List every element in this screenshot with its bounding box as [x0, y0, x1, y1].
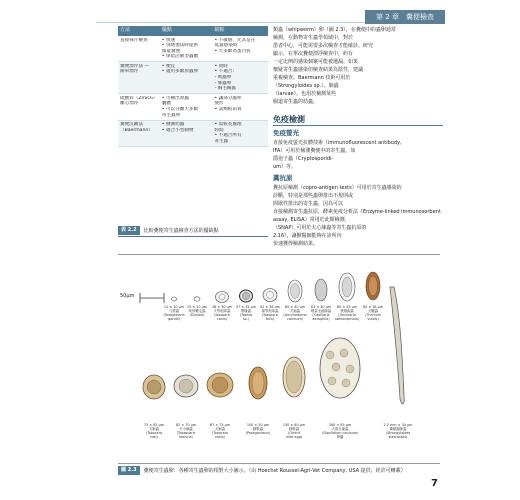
- cell-line: 囊體: [161, 101, 171, 107]
- egg-label-name: 犬複孔絛蟲: [331, 427, 349, 431]
- egg-label: [380, 423, 416, 439]
- cell-line: • 需較長處理: [214, 122, 242, 128]
- table-row: [118, 120, 268, 146]
- cell-line: • 可檢出原蟲: [161, 95, 189, 101]
- egg-label-size: 37 × 32 μm: [235, 305, 257, 309]
- table-caption-rule: [118, 236, 268, 237]
- cell-line: 糞便沉澱法: [120, 122, 143, 128]
- cell-line: 微量糞便: [161, 48, 181, 54]
- egg-label-latin: (Strongyloides: [385, 431, 411, 435]
- methods-table: [118, 26, 268, 147]
- method-cell-lines: [120, 38, 158, 44]
- egg-label-latin: (Paragonimus): [245, 431, 271, 435]
- egg-giardia: [194, 297, 200, 301]
- egg-label-latin2: vulpis): [367, 317, 379, 321]
- pros-cell: [160, 36, 213, 62]
- egg-label-latin: (Uncinaria: [338, 313, 356, 317]
- egg-isospora-canis: [216, 292, 229, 303]
- cons-cell-lines: [214, 122, 266, 144]
- cell-line: • 不敏感，尤其是在: [214, 37, 256, 43]
- egg-label-latin2: leonina): [179, 435, 193, 439]
- cell-line: 寄生蟲卵: [161, 112, 181, 118]
- egg-label: [355, 305, 391, 321]
- pros-cell: [160, 94, 213, 120]
- method-cell: [118, 62, 160, 94]
- egg-label-latin2: stercoralis): [388, 435, 408, 439]
- table-header-pros: 優點: [160, 26, 213, 36]
- ifa-line: 隱孢子蟲（Cryptosporidi-: [273, 156, 334, 162]
- pros-cell: [160, 62, 213, 94]
- cell-line: 寄生蟲: [214, 139, 229, 144]
- egg-label: [276, 423, 312, 439]
- subsection-title-copro: 糞抗原: [273, 174, 293, 182]
- egg-label-size: 63 × 30 μm: [310, 305, 332, 309]
- egg-label-name: 犬等孢球蟲: [213, 309, 231, 313]
- egg-label-size: 130 × 80 μm: [282, 423, 306, 427]
- method-cell: [118, 36, 160, 62]
- cell-line: 離心漂浮: [120, 101, 139, 107]
- egg-label: [322, 423, 358, 439]
- cell-line: • 大多數為蛋白質: [214, 48, 251, 54]
- egg-label-latin: (Capillaria: [312, 313, 330, 317]
- copro-line: 診斷，特別是那些蟲卵排出不規則或: [273, 193, 354, 199]
- pros-cell-lines: [162, 96, 211, 118]
- cell-line: • 可以分離大多數: [161, 107, 199, 113]
- egg-label-size: 80 × 45 μm: [336, 305, 358, 309]
- copro-line: 糞抗原檢測（copro-antigen tests）可用於寄生蟲感染的: [273, 185, 402, 191]
- cell-line: • 快速: [161, 37, 176, 43]
- egg-label-size: 60 × 40 μm: [284, 305, 306, 309]
- egg-label-latin: (Dipylidium caninum): [322, 431, 359, 435]
- egg-label-name: 糞類圓線蟲: [389, 427, 407, 431]
- cell-line: • 試劑較昂貴: [214, 107, 242, 113]
- table-caption-text: 比較糞便寄生蟲檢查方法的優缺點: [143, 228, 219, 234]
- egg-label-latin2: caninum): [287, 317, 303, 321]
- methods-table-wrap: [118, 26, 268, 147]
- cell-line: • 適合小型動物: [161, 127, 194, 133]
- egg-isospora-felis: [263, 289, 277, 302]
- egg-label-latin: (Orient: [288, 431, 300, 435]
- copro-line: 快速獲得檢測結果。: [273, 241, 319, 247]
- table-row: [118, 36, 268, 62]
- intro-line: 腸道寄生蟲的幼蟲。: [273, 99, 319, 105]
- cons-cell: [212, 36, 268, 62]
- method-cell-lines: [120, 122, 158, 133]
- egg-label-size: 87 × 75 μm: [209, 423, 231, 427]
- cell-line: 簡單漂浮: [120, 69, 139, 75]
- egg-label-latin2: sp.): [242, 317, 250, 321]
- egg-label-size: 82 × 70 μm: [175, 423, 197, 427]
- figure-caption: [118, 466, 406, 475]
- copro-line: assay, ELISA）常用於此類檢測，: [273, 217, 350, 223]
- ifa-line: IFA）可用於檢測糞便中的寄生蟲，如: [273, 148, 356, 154]
- pros-cell-lines: [162, 64, 211, 75]
- egg-label-size: 12 × 10 μm: [163, 305, 185, 309]
- cell-line: （Baermann）: [120, 127, 153, 133]
- cell-line: • 不適合所有: [214, 133, 242, 139]
- cell-line: • 費時: [214, 63, 228, 69]
- egg-label-latin: (Trichuris: [365, 313, 381, 317]
- cell-line: 糞便漂浮法 —: [120, 63, 150, 69]
- scale-label: 50μm: [120, 293, 135, 299]
- method-cell-lines: [120, 96, 158, 107]
- table-caption: [118, 226, 219, 235]
- egg-label-name: 犬小蛔蟲: [179, 427, 193, 431]
- cons-cell: [212, 94, 268, 120]
- pros-cell-lines: [162, 38, 211, 60]
- egg-label-latin2: gondii): [168, 317, 180, 321]
- cell-line: - 吸蟲卵: [214, 75, 232, 81]
- table-header-cons: 缺點: [212, 26, 268, 36]
- egg-label-size: 38 × 30 μm: [211, 305, 233, 309]
- egg-label: [168, 423, 204, 439]
- intro-text: [273, 26, 443, 106]
- cons-cell: [212, 62, 268, 94]
- egg-label-latin: (Ancylostoma: [283, 313, 307, 317]
- egg-label-latin: (Toxoplasma: [163, 313, 185, 317]
- cell-line: • 讓部分蟲卵: [214, 95, 242, 101]
- egg-label-name: 梨形鞭毛蟲: [188, 309, 206, 313]
- cell-line: - 胸毛線蟲: [214, 86, 236, 92]
- page-number: 7: [431, 478, 438, 489]
- egg-label-size: 160 × 85 μm: [328, 423, 352, 427]
- egg-label-latin2: felis): [265, 317, 275, 321]
- pros-cell-lines: [162, 122, 211, 133]
- cell-line: 硫酸鋅（ZnSO₄）: [120, 95, 158, 101]
- pros-cell: [160, 120, 213, 146]
- table-row: [118, 94, 268, 120]
- egg-figure: [118, 254, 440, 464]
- chapter-header: 第 2 章 糞便檢查: [365, 10, 445, 24]
- copro-line: （SNAP）可用於犬心絲蟲等寄生蟲抗原的: [273, 225, 367, 231]
- egg-label-latin: (Isospora: [262, 313, 278, 317]
- cell-line: • 保留活動型蟲體: [161, 54, 199, 60]
- egg-label-name: 犬鞭蟲: [367, 309, 379, 313]
- ifa-text: [273, 139, 443, 171]
- egg-label: [202, 423, 238, 439]
- intro-line: （larvae），也用於檢測某些: [273, 91, 337, 97]
- intro-line: 顯示，在單次糞便漂浮檢查中，約有: [273, 51, 354, 57]
- egg-label-name: 嗜氣毛細線蟲: [310, 309, 332, 313]
- egg-label-size: 80 × 38 μm: [362, 305, 384, 309]
- cons-cell-lines: [214, 96, 266, 113]
- ifa-line: 直接免疫螢光抗體技術（immunofluorescent antibody,: [273, 140, 402, 146]
- cell-line: 直接抹片檢查: [120, 37, 148, 43]
- egg-label-name: 犬蛔蟲: [148, 427, 160, 431]
- cell-line: • 便宜: [161, 63, 176, 69]
- cell-line: - 條蟲卵: [214, 80, 232, 86]
- cell-line: • 不適合：: [214, 69, 237, 75]
- method-cell: [118, 120, 160, 146]
- section-title-immuno: 免疫檢測: [273, 114, 443, 126]
- egg-label-size: 15 × 10 μm: [186, 305, 208, 309]
- cons-cell-lines: [214, 38, 266, 55]
- egg-label: [136, 423, 172, 439]
- intro-line: 患者中心，可能需要多次檢查才能確診。研究: [273, 43, 374, 49]
- intro-line: （Strongyloides sp.）、肺蟲: [273, 83, 339, 89]
- egg-label: [240, 423, 276, 435]
- intro-line: 類蟲（whipworm）卵（圖 2.3），在糞便中的蟲卵通常: [273, 27, 396, 33]
- egg-label-name: 狹頭鉤蟲: [340, 309, 354, 313]
- table-row: [118, 62, 268, 94]
- intro-line: 檢測，在動物寄生蟲學領域中，對於: [273, 35, 354, 41]
- cell-line: 變形: [214, 101, 224, 107]
- egg-label-name: 帶絛蟲: [240, 309, 252, 313]
- egg-label-latin2: stenocephala): [334, 317, 360, 321]
- cell-line: • 適用多數原蟲卵: [161, 69, 199, 75]
- egg-label-latin: (Isospora: [214, 313, 230, 317]
- egg-label-size: 75 × 85 μm: [143, 423, 165, 427]
- ifa-line: um）等。: [273, 164, 297, 170]
- egg-label-size: 2.2 mm × 34 μm: [383, 423, 413, 427]
- cell-line: 時間: [214, 127, 224, 133]
- egg-capillaria: [315, 279, 327, 301]
- egg-label-latin2: cati): [150, 435, 158, 439]
- cell-line: • 別無他法時提供: [161, 43, 199, 49]
- method-cell-lines: [120, 64, 158, 75]
- egg-label-name: 肺吸蟲: [288, 427, 300, 431]
- egg-label-latin2: canis): [216, 317, 228, 321]
- intro-line: 懷疑寄生蟲感染但檢查結果為陰性，建議: [273, 67, 364, 73]
- method-cell: [118, 94, 160, 120]
- egg-label-latin: (Toxascaris: [176, 431, 196, 435]
- egg-label-size: 100 × 50 μm: [246, 423, 270, 427]
- egg-label-latin: (Giardia): [189, 313, 205, 317]
- cell-line: 低量感染時: [214, 43, 238, 49]
- egg-label-latin2: 卵囊: [336, 435, 344, 439]
- egg-label-name: 貓等孢球蟲: [261, 309, 279, 313]
- cons-cell-lines: [214, 64, 266, 92]
- egg-toxoplasma: [172, 297, 177, 301]
- egg-label-name: 肺吸蟲: [252, 427, 264, 431]
- egg-label-latin2: canis): [214, 435, 226, 439]
- cell-line: • 檢測幼蟲: [161, 122, 185, 128]
- cons-cell: [212, 120, 268, 146]
- copro-text: [273, 184, 443, 248]
- egg-label-latin: (Taenia: [239, 313, 253, 317]
- figure-caption-number: 圖 2.3: [118, 466, 140, 475]
- copro-line: 間歇性排出的寄生蟲，因為可以: [273, 201, 344, 207]
- larva-strongyloides: [390, 287, 404, 404]
- egg-label-latin: (Toxocara: [145, 431, 163, 435]
- intro-line: 重複檢查。Baermann 技術可用於: [273, 75, 351, 81]
- figure-caption-text: 糞便寄生蟲卵：各種寄生蟲卵的相對大小圖示。（由 Hoechst Roussel-Agri-Vet Company, USA 提供；經許可轉載）: [143, 468, 406, 474]
- table-caption-number: 表 2.2: [118, 226, 140, 235]
- egg-label-name: 犬蛔蟲: [214, 427, 226, 431]
- egg-label-name: 犬鉤蟲: [289, 309, 301, 313]
- egg-label-latin2: mite egg): [285, 435, 303, 439]
- copro-line: 2.16），讓獸醫師能夠在診所內: [273, 233, 342, 239]
- subsection-title-ifa: 免疫螢光: [273, 129, 299, 137]
- egg-label-latin2: aerophila): [312, 317, 330, 321]
- table-header-method: 方法: [118, 26, 160, 36]
- egg-label-name: 弓漿蟲: [168, 309, 180, 313]
- table-header-row: [118, 26, 268, 36]
- copro-line: 直接檢測寄生蟲抗原，酵素免疫分析法（Enzyme-linked immunosorbent: [273, 209, 441, 215]
- egg-label-latin: (Toxocara: [211, 431, 229, 435]
- egg-label-size: 42 × 36 μm: [259, 305, 281, 309]
- intro-line: 一定比例的感染個案可能被遺漏。如果: [273, 59, 359, 65]
